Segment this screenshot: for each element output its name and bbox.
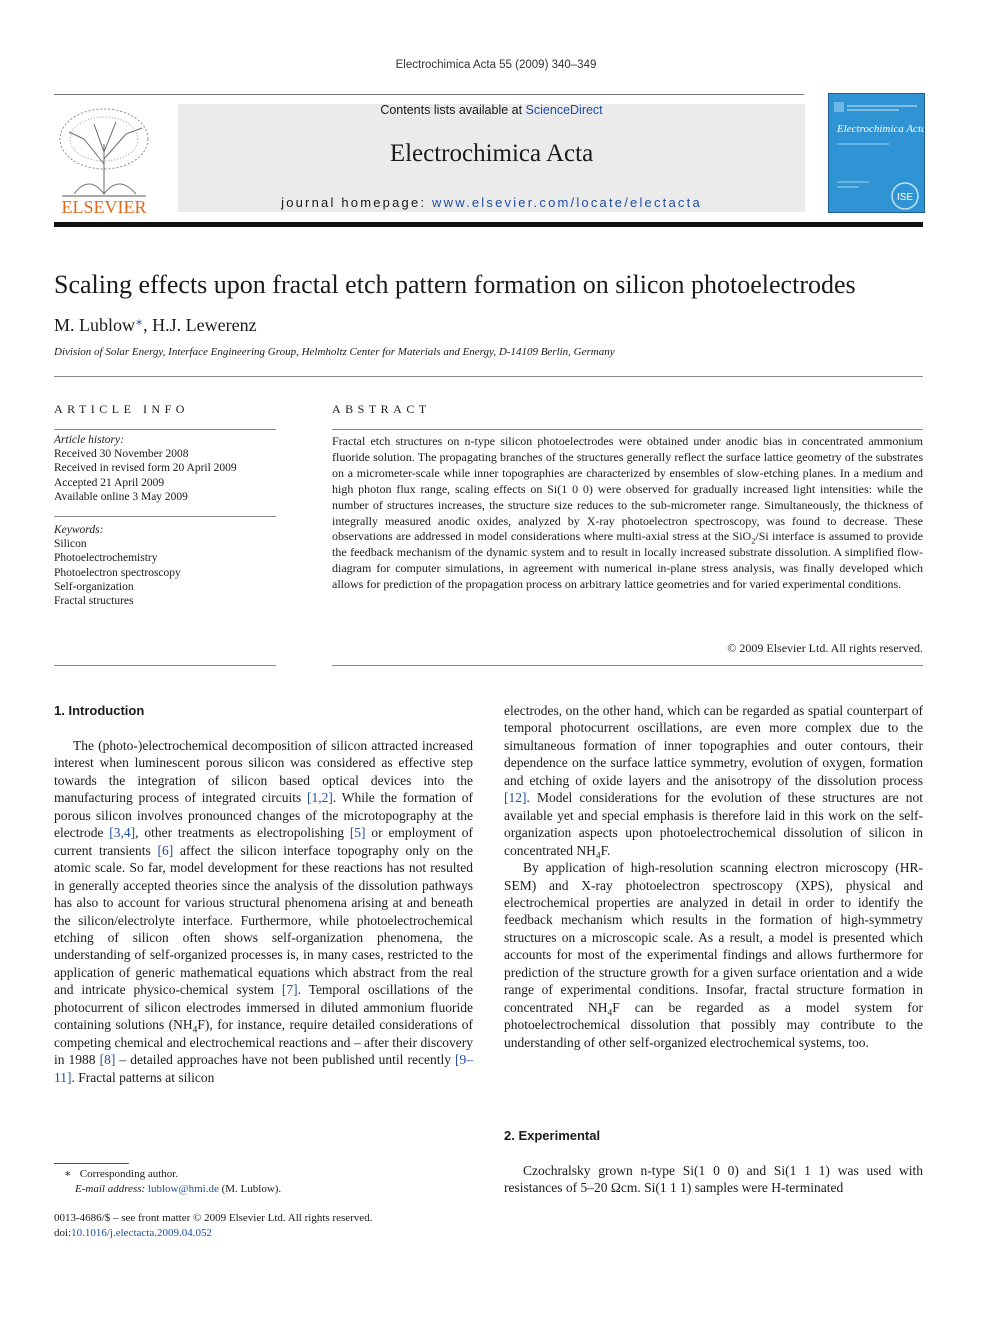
- paragraph-text: – detailed approaches have not been published until recently: [115, 1052, 455, 1068]
- reference-link[interactable]: [3,4]: [109, 825, 136, 841]
- subscript: 4: [595, 851, 601, 862]
- sciencedirect-link[interactable]: ScienceDirect: [525, 103, 603, 117]
- divider: [54, 429, 276, 430]
- contents-prefix: Contents lists available at: [380, 103, 526, 117]
- reference-link[interactable]: [7]: [281, 982, 298, 998]
- paragraph-text: The (photo-)electrochemical decomposition of silicon attracted increased interest when luminescent porous silicon was considered as effective step towards the integration of silicon based optical devices into the manufacturing process of integrated circuits: [54, 738, 473, 806]
- divider: [54, 376, 923, 377]
- abstract-text: Fractal etch structures on n-type silicon photoelectrodes were obtained under anodic bias in concentrated ammonium fluoride solution. The propagating branches of the structures generally reflect the surface lattice geometry of the substrates on a micrometer-scale while inner topographies are characterized by ensembles of slow-etching planes. In a medium and high photon flux range, scaling effects on Si(1 0 0) were observed for gradually increased light intensities: while the number of structures increases, the structure size reduces to the sub-micrometer range. Simultaneously, the thickness of integrally measured anodic oxides, analyzed by X-ray photoelectron spectroscopy, was found to decrease. These observations are addressed in model considerations where multi-axial stress at the SiO: [332, 434, 923, 544]
- footnote-corresponding: [54, 1167, 474, 1182]
- journal-cover-image: [829, 94, 924, 212]
- keyword: Silicon: [54, 538, 87, 551]
- body-column-left: [54, 737, 473, 1086]
- front-matter: [54, 1211, 474, 1240]
- doi-link[interactable]: 10.1016/j.electacta.2009.04.052: [71, 1226, 212, 1239]
- history-entry: Received in revised form 20 April 2009: [54, 462, 237, 475]
- history-entry: Available online 3 May 2009: [54, 490, 188, 503]
- elsevier-logo[interactable]: [54, 104, 154, 216]
- paragraph-text: . Temporal oscillations of the photocurrent of silicon electrodes immersed in diluted ammonium fluoride containing solutions (NH: [54, 982, 473, 1033]
- svg-text:ISE: ISE: [896, 192, 914, 203]
- contents-availability: [178, 103, 805, 117]
- doi-line: [54, 1226, 474, 1241]
- reference-link[interactable]: [1,2]: [306, 790, 333, 806]
- affiliation: Division of Solar Energy, Interface Engineering Group, Helmholtz Center for Materials and Energy, D-14109 Berlin, Germany: [54, 346, 615, 358]
- issn-line: 0013-4686/$ – see front matter © 2009 Elsevier Ltd. All rights reserved.: [54, 1212, 373, 1224]
- body-column-right: [504, 702, 923, 1051]
- corresponding-author-mark[interactable]: ∗: [135, 315, 144, 329]
- article-info-heading: ARTICLE INFO: [54, 402, 189, 416]
- elsevier-tree-icon: [54, 104, 154, 216]
- doi-label: doi:: [54, 1226, 72, 1239]
- reference-link[interactable]: [6]: [157, 842, 174, 858]
- paragraph-text: F.: [600, 842, 611, 858]
- paragraph-text: F can be regarded as a model system for photoelectrochemical dissolution that possibly may contribute to the understanding of other self-organized electrochemical systems, too.: [504, 999, 923, 1050]
- paragraph: [504, 859, 923, 1051]
- history-entry: Accepted 21 April 2009: [54, 476, 165, 489]
- svg-text:Electrochimica Acta: Electrochimica Acta: [837, 123, 924, 135]
- footnote-text: Corresponding author.: [79, 1168, 179, 1180]
- footnote-mark: ∗: [64, 1168, 72, 1180]
- author-name: H.J. Lewerenz: [152, 315, 257, 335]
- paragraph: Czochralsky grown n-type Si(1 0 0) and Si(1 1 1) was used with resistances of 5–20 Ωcm. Si(1 1 1) samples were H-terminated: [504, 1163, 923, 1196]
- keyword: Self-organization: [54, 580, 134, 593]
- divider: [54, 665, 276, 666]
- subscript: 4: [192, 1025, 198, 1036]
- subscript: 4: [607, 1008, 613, 1019]
- footnote-rule: [54, 1163, 129, 1164]
- reference-link[interactable]: [9–11]: [54, 1052, 473, 1085]
- email-suffix: (M. Lublow).: [218, 1182, 282, 1195]
- copyright: © 2009 Elsevier Ltd. All rights reserved.: [727, 641, 923, 655]
- abstract-text: /Si interface is assumed to provide the feedback mechanism of the dynamic system and to result in locally increased substrate dissolution. A simplified flow-diagram for computer simulations, in agreement with numerical in-plane stress analysis, was finally developed which allows for prediction of the propagation process on arbitrary lattice geometries and for varied experimental conditions.: [332, 529, 923, 592]
- section-heading-experimental: 2. Experimental: [504, 1128, 601, 1143]
- header-bottom-rule: [54, 222, 923, 227]
- section-heading-introduction: 1. Introduction: [54, 703, 145, 718]
- keyword: Photoelectrochemistry: [54, 552, 158, 565]
- paragraph-text: . Model considerations for the evolution of these structures are not available yet and special emphasis is therefore laid in this work on the self-organization aspects upon photoelectrochemical dissolution of silicon in concentrated NH: [504, 790, 923, 858]
- history-entry: Received 30 November 2008: [54, 448, 189, 461]
- footnote: [54, 1167, 474, 1196]
- author-list: [54, 315, 257, 336]
- journal-title: Electrochimica Acta: [389, 140, 594, 167]
- keyword: Fractal structures: [54, 595, 134, 608]
- reference-link[interactable]: [5]: [349, 825, 366, 841]
- keyword: Photoelectron spectroscopy: [54, 566, 181, 579]
- author-separator: ,: [143, 315, 153, 335]
- paragraph-text: F), for instance, require detailed considerations of competing chemical and electrochemical reactions and – after their discovery in 1988: [54, 1017, 473, 1068]
- reference-link[interactable]: [12]: [504, 790, 527, 806]
- journal-homepage: [178, 195, 805, 210]
- paragraph: [54, 737, 473, 1086]
- article-history-label: Article history:: [54, 434, 124, 446]
- paragraph-text: or employment of current transients: [54, 825, 473, 858]
- abstract-heading: ABSTRACT: [332, 402, 431, 416]
- body-column-right-experimental: [504, 1162, 923, 1197]
- article-title: Scaling effects upon fractal etch pattern formation on silicon photoelectrodes: [54, 270, 856, 299]
- paragraph-text: affect the silicon interface topography only on the atomic scale. So far, model development for these reactions has not resulted in generally accepted theories since the analysis of the dissolution pathways has also to account for various structural phenomena arising at and beneath the silicon/electrolyte interface. Furthermore, while photoelectrochemical etching of silicon often shows self-organization phenomena, the understanding of self-organized processes is, in many cases, restricted to the application of generic mathematical equations which abstract from the real and intricate physico-chemical system: [54, 842, 473, 998]
- reference-link[interactable]: [8]: [99, 1052, 116, 1068]
- email-label: E-mail address:: [75, 1182, 148, 1195]
- header-top-rule: [54, 94, 804, 95]
- divider: [332, 665, 923, 666]
- divider: [332, 429, 923, 430]
- author-name: M. Lublow: [54, 315, 135, 335]
- journal-cover-thumbnail[interactable]: [828, 93, 925, 213]
- paragraph-text: electrodes, on the other hand, which can be regarded as spatial counterpart of temporal photocurrent oscillations, are even more complex due to the simultaneous formation of inner topographies and outer contours, their dependence on the surface lattice symmetry, evolution of oxygen, formation and etching of oxide layers and the anisotropy of the dissolution process: [504, 703, 923, 788]
- svg-text:ELSEVIER: ELSEVIER: [61, 197, 147, 216]
- article-history: [54, 433, 276, 504]
- keywords-label: Keywords:: [54, 524, 104, 536]
- paragraph: [504, 702, 923, 862]
- footnote-email: [54, 1182, 474, 1197]
- abstract-body: [332, 434, 923, 593]
- homepage-link[interactable]: www.elsevier.com/locate/electacta: [432, 195, 702, 210]
- journal-citation: Electrochimica Acta 55 (2009) 340–349: [395, 59, 597, 71]
- paragraph-text: , other treatments as electropolishing: [135, 825, 350, 841]
- paragraph-text: . Fractal patterns at silicon: [71, 1069, 215, 1085]
- paragraph-text: By application of high-resolution scanning electron microscopy (HR-SEM) and X-ray photoelectron spectroscopy (XPS), physical and electrochemical properties are analyzed in detail in order to identify the feedback mechanism which results in the formation of high-symmetry structures on a microscopic scale. As a result, a model is presented which accounts for most of the experimental findings and allows furthermore for prediction of the structure growth for a given surface orientation and a wide range of experimental conditions. Insofar, fractal structure formation in concentrated NH: [504, 860, 923, 1015]
- keywords: [54, 523, 276, 608]
- subscript: 2: [751, 536, 756, 546]
- paragraph-text: . While the formation of porous silicon involves pronounced changes of the microtopography at the electrode: [54, 790, 473, 841]
- divider: [54, 516, 276, 517]
- email-link[interactable]: lublow@hmi.de: [147, 1182, 219, 1195]
- homepage-prefix: journal homepage:: [281, 195, 433, 210]
